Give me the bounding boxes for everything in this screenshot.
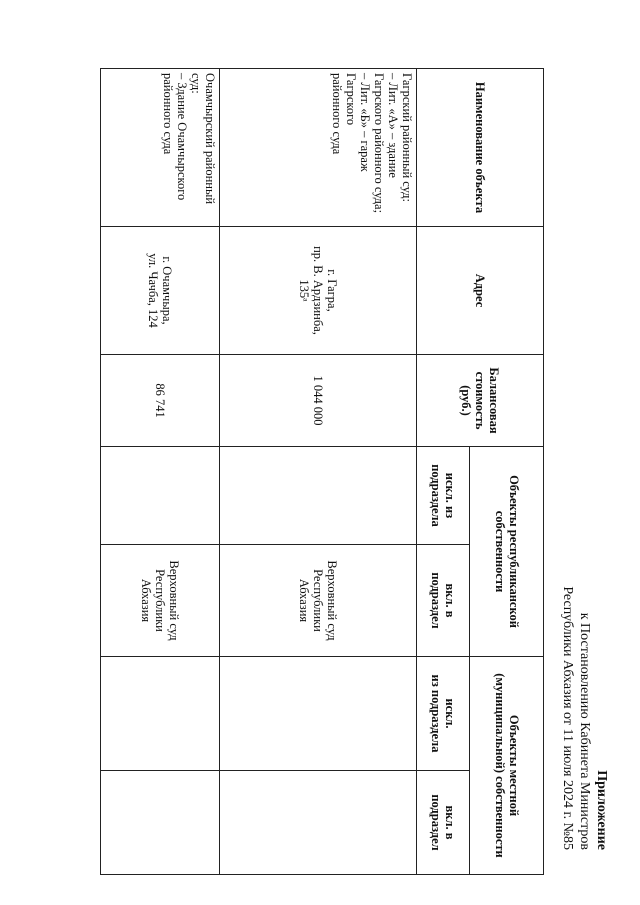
cell-balance: 86 741 — [101, 355, 220, 447]
cell-name: Гагрский районный суд: – Лит. «А» – здание Гагрского районного суда; – Лит. «Б» – гараж Гагрского районного суда — [219, 69, 417, 227]
col-header-name: Наименование объекта — [417, 69, 544, 227]
objects-table — [100, 68, 544, 875]
appendix-header — [559, 520, 610, 850]
cell-name: Очамчырский районный суд: – Здание Очамчырского районного суда — [101, 69, 220, 227]
cell-rep-excl — [101, 447, 220, 545]
cell-loc-incl — [219, 771, 417, 875]
cell-address: г. Гагра, пр. В. Ардзинба, 135ᵃ — [219, 227, 417, 355]
col-header-address: Адрес — [417, 227, 544, 355]
cell-rep-incl: Верховный суд Республики Абхазия — [101, 545, 220, 657]
col-header-rep-incl: вкл. в подраздел — [417, 545, 470, 657]
cell-address: г. Очамчыра, ул. Чачба, 124 — [101, 227, 220, 355]
cell-rep-excl — [219, 447, 417, 545]
col-header-loc-incl: вкл. в подраздел — [417, 771, 470, 875]
col-header-republican: Объекты республиканской собственности — [470, 447, 544, 657]
table-header-row-1 — [470, 69, 544, 875]
cell-rep-incl: Верховный суд Республики Абхазия — [219, 545, 417, 657]
table-row — [219, 69, 417, 875]
col-header-balance: Балансовая стоимость (руб.) — [417, 355, 544, 447]
cell-loc-excl — [101, 657, 220, 771]
cell-loc-excl — [219, 657, 417, 771]
appendix-title: Приложение — [594, 770, 609, 850]
cell-balance: 1 044 000 — [219, 355, 417, 447]
appendix-line-1: к Постановлению Кабинета Министров — [577, 612, 592, 850]
appendix-line-2: Республики Абхазия от 11 июля 2024 г. №85 — [560, 586, 575, 850]
cell-loc-incl — [101, 771, 220, 875]
col-header-local: Объекты местной (муниципальной) собственности — [470, 657, 544, 875]
col-header-rep-excl: искл. из подраздела — [417, 447, 470, 545]
table-row — [101, 69, 220, 875]
col-header-loc-excl: искл. из подраздела — [417, 657, 470, 771]
